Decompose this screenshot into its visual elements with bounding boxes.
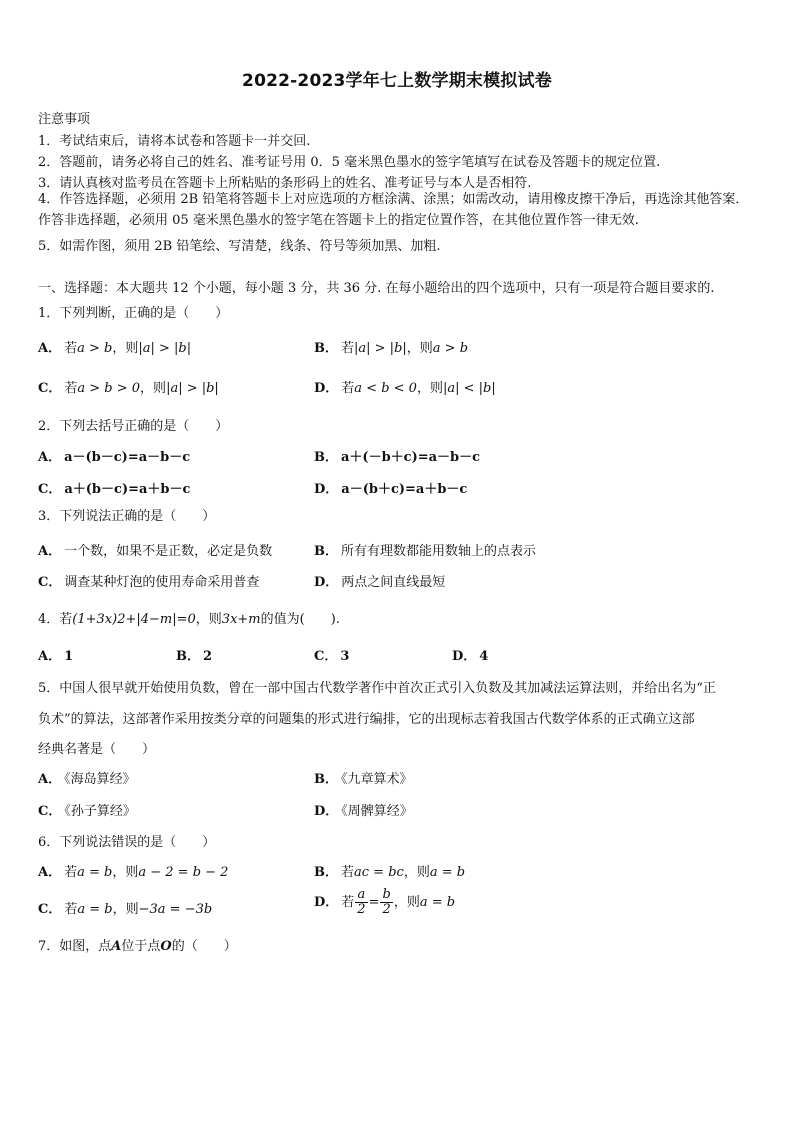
q4-option-d — [452, 645, 488, 664]
option-label: A． — [38, 649, 62, 664]
q5-line-3: 经典名著是（ ） — [38, 742, 156, 757]
q6-option-d — [314, 888, 455, 917]
option-label: B． — [314, 865, 338, 880]
option-text: 若 — [64, 865, 78, 880]
option-text: ，则 — [403, 865, 430, 880]
q6-option-c — [38, 898, 212, 917]
math-expr: |a| > |b| — [138, 341, 192, 356]
math-expr: |a| > |b| — [166, 381, 219, 396]
option-label: B． — [314, 450, 338, 465]
q7-stem — [38, 935, 237, 954]
denominator: 2 — [357, 902, 366, 917]
option-label: C． — [38, 381, 62, 396]
option-text: 若 — [341, 895, 355, 910]
notice-item-1: 1．考试结束后，请将本试卷和答题卡一并交回. — [38, 134, 311, 149]
q1-option-a — [38, 337, 191, 356]
math-expr: a > b — [77, 341, 113, 356]
question-text: 4．若 — [38, 612, 73, 627]
math-expr: ac = bc — [354, 865, 404, 880]
option-label: B． — [176, 649, 200, 664]
math-expr: a = b — [77, 865, 113, 880]
option-text: ，则 — [406, 341, 433, 356]
option-text: 若 — [64, 902, 78, 917]
option-label: D． — [314, 804, 339, 819]
option-text: a＋(b－c)=a＋b－c — [64, 482, 191, 497]
q1-option-d — [314, 377, 496, 396]
q5-option-c — [38, 800, 136, 819]
option-label: A． — [38, 341, 62, 356]
option-label: B． — [314, 544, 338, 559]
numerator: b — [382, 887, 391, 902]
q4-option-b — [176, 645, 212, 664]
math-expr: 3x+m — [221, 612, 261, 627]
option-label: A． — [38, 544, 62, 559]
option-text: 若 — [341, 381, 355, 396]
option-text: a＋(－b＋c)=a－b－c — [341, 450, 481, 465]
option-label: A． — [38, 772, 62, 787]
option-text: 若 — [64, 341, 78, 356]
math-expr: a − 2 = b − 2 — [138, 865, 229, 880]
option-text: 一个数，如果不是正数，必定是负数 — [64, 544, 273, 559]
denominator: 2 — [382, 902, 391, 917]
math-expr: a < b < 0 — [354, 381, 417, 396]
notice-heading: 注意事项 — [38, 112, 91, 127]
notice-item-4: 4．作答选择题，必须用 2B 铅笔将答题卡上对应选项的方框涂满、涂黑；如需改动，请用橡皮擦干净后，再选涂其他答案．作答非选择题，必须用 05 毫米黑色墨水的签字笔在答题卡上的指定位置作答，在其他位置作答一律无效. — [38, 192, 749, 228]
q2-stem: 2．下列去括号正确的是（ ） — [38, 419, 229, 434]
option-text: ，则 — [112, 865, 139, 880]
option-text: 《海岛算经》 — [64, 772, 136, 787]
q3-option-b — [314, 540, 536, 559]
math-expr: a > b > 0 — [77, 381, 141, 396]
q5-line-2: 负术”的算法，这部著作采用按类分章的问题集的形式进行编排，它的出现标志着我国古代数学体系的正式确立这部 — [38, 712, 695, 727]
notice-item-3: 3．请认真核对监考员在答题卡上所粘贴的条形码上的姓名、准考证号与本人是否相符. — [38, 176, 532, 191]
q3-option-d — [314, 571, 445, 590]
question-text: ，则 — [195, 612, 222, 627]
equals-sign: = — [368, 895, 380, 910]
option-label: D． — [314, 575, 339, 590]
q3-option-a — [38, 540, 272, 559]
math-expr: a = b — [419, 895, 456, 910]
option-label: C． — [314, 649, 338, 664]
option-text: 若 — [341, 865, 355, 880]
option-text: ，则 — [140, 381, 167, 396]
question-text: 的值为( ). — [260, 612, 340, 627]
option-text: ，则 — [112, 902, 139, 917]
option-label: A． — [38, 865, 62, 880]
option-text: 若 — [341, 341, 355, 356]
option-text: 《周髀算经》 — [341, 804, 413, 819]
option-label: D． — [314, 381, 339, 396]
math-expr: |a| > |b| — [354, 341, 407, 356]
question-text: 位于点 — [121, 939, 161, 954]
option-label: C． — [38, 902, 62, 917]
page-title: 2022-2023学年七上数学期末模拟试卷 — [242, 71, 552, 91]
q1-option-b — [314, 337, 468, 356]
math-expr: −3a = −3b — [138, 902, 213, 917]
q6-stem: 6．下列说法错误的是（ ） — [38, 835, 216, 850]
question-text: 7．如图，点 — [38, 939, 112, 954]
q2-option-a — [38, 446, 190, 465]
notice-item-5: 5．如需作图，须用 2B 铅笔绘、写清楚，线条、符号等须加黑、加粗. — [38, 239, 441, 254]
option-label: D． — [452, 649, 477, 664]
q6-option-b — [314, 861, 465, 880]
q6-option-a — [38, 861, 228, 880]
math-expr: a = b — [77, 902, 113, 917]
option-text: ，则 — [112, 341, 139, 356]
q4-option-c — [314, 645, 349, 664]
option-text: a－(b－c)=a－b－c — [64, 450, 191, 465]
option-label: B． — [314, 341, 338, 356]
option-label: C． — [38, 482, 62, 497]
q2-option-b — [314, 446, 480, 465]
fraction-a-over-2 — [355, 888, 367, 917]
option-label: C． — [38, 575, 62, 590]
option-label: C． — [38, 804, 62, 819]
math-expr: |a| < |b| — [442, 381, 496, 396]
option-text: 若 — [64, 381, 78, 396]
point-label: A — [111, 939, 122, 954]
question-text: 的（ ） — [171, 939, 237, 954]
option-text: ，则 — [393, 895, 420, 910]
fraction-b-over-2 — [380, 888, 392, 917]
section-heading: 一、选择题：本大题共 12 个小题，每小题 3 分，共 36 分. 在每小题给出的四个选项中，只有一项是符合题目要求的. — [38, 281, 715, 296]
q1-option-c — [38, 377, 219, 396]
option-text: 所有有理数都能用数轴上的点表示 — [341, 544, 537, 559]
option-label: B． — [314, 772, 338, 787]
q5-option-b — [314, 768, 413, 787]
option-text: 《孙子算经》 — [64, 804, 136, 819]
option-text: 1 — [64, 649, 74, 664]
option-label: D． — [314, 895, 339, 910]
q3-option-c — [38, 571, 259, 590]
q1-stem: 1．下列判断，正确的是（ ） — [38, 306, 229, 321]
option-text: a－(b＋c)=a＋b－c — [341, 482, 468, 497]
notice-item-2: 2．答题前，请务必将自己的姓名、准考证号用 0．5 毫米黑色墨水的签字笔填写在试卷及答题卡的规定位置. — [38, 155, 661, 170]
q4-option-a — [38, 645, 73, 664]
q2-option-d — [314, 478, 467, 497]
option-text: 4 — [479, 649, 489, 664]
q5-option-a — [38, 768, 136, 787]
math-expr: a = b — [429, 865, 466, 880]
numerator: a — [355, 888, 367, 903]
option-text: 两点之间直线最短 — [341, 575, 446, 590]
q4-stem — [38, 608, 340, 627]
option-label: D． — [314, 482, 339, 497]
option-text: 2 — [203, 649, 213, 664]
point-label: O — [160, 939, 172, 954]
q2-option-c — [38, 478, 190, 497]
q5-option-d — [314, 800, 413, 819]
option-text: 《九章算术》 — [341, 772, 413, 787]
option-text: 3 — [340, 649, 350, 664]
option-text: 调查某种灯泡的使用寿命采用普查 — [64, 575, 260, 590]
q5-line-1: 5．中国人很早就开始使用负数，曾在一部中国古代数学著作中首次正式引入负数及其加减法运算法则，并给出名为“正 — [38, 681, 716, 696]
option-text: ，则 — [416, 381, 443, 396]
q3-stem: 3．下列说法正确的是（ ） — [38, 509, 216, 524]
math-expr: (1+3x)2+|4−m|=0 — [72, 612, 196, 627]
math-expr: a > b — [432, 341, 469, 356]
option-label: A． — [38, 450, 62, 465]
